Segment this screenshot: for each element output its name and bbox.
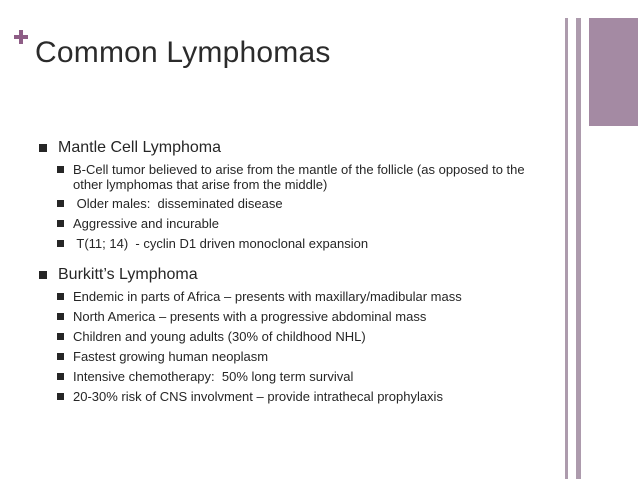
square-bullet-icon (57, 393, 64, 400)
square-bullet-icon (57, 200, 64, 207)
square-bullet-icon (39, 144, 47, 152)
square-bullet-icon (57, 313, 64, 320)
plus-icon (12, 28, 30, 46)
slide: Common Lymphomas Mantle Cell Lymphoma B-Cell tumor believed to arise from the mantle of the follicle (as opposed to the other lymphomas that arise from the middle) Older males: disseminated disease Aggressive and incurable T(11; 14) - cyclin D1 driven monoclonal expansion Burkitt’s Lymphoma Endemic in parts of Africa – presents with maxillary/madibular mass North America – presents with a progressive abdominal mass Children and young adults (30% of childhood NHL) Fastest growing human neoplasm Intensive chemotherapy: 50% long term survival 20-30% risk of CNS involvment – provide intrathecal prophylaxis (0, 0, 638, 479)
square-bullet-icon (57, 333, 64, 340)
square-bullet-icon (57, 240, 64, 247)
slide-title: Common Lymphomas (35, 36, 331, 69)
decorative-block (589, 18, 638, 126)
square-bullet-icon (39, 271, 47, 279)
decorative-bar (565, 18, 568, 479)
square-bullet-icon (57, 220, 64, 227)
square-bullet-icon (57, 353, 64, 360)
decorative-bar (576, 18, 581, 479)
square-bullet-icon (57, 293, 64, 300)
square-bullet-icon (57, 373, 64, 380)
square-bullet-icon (57, 166, 64, 173)
